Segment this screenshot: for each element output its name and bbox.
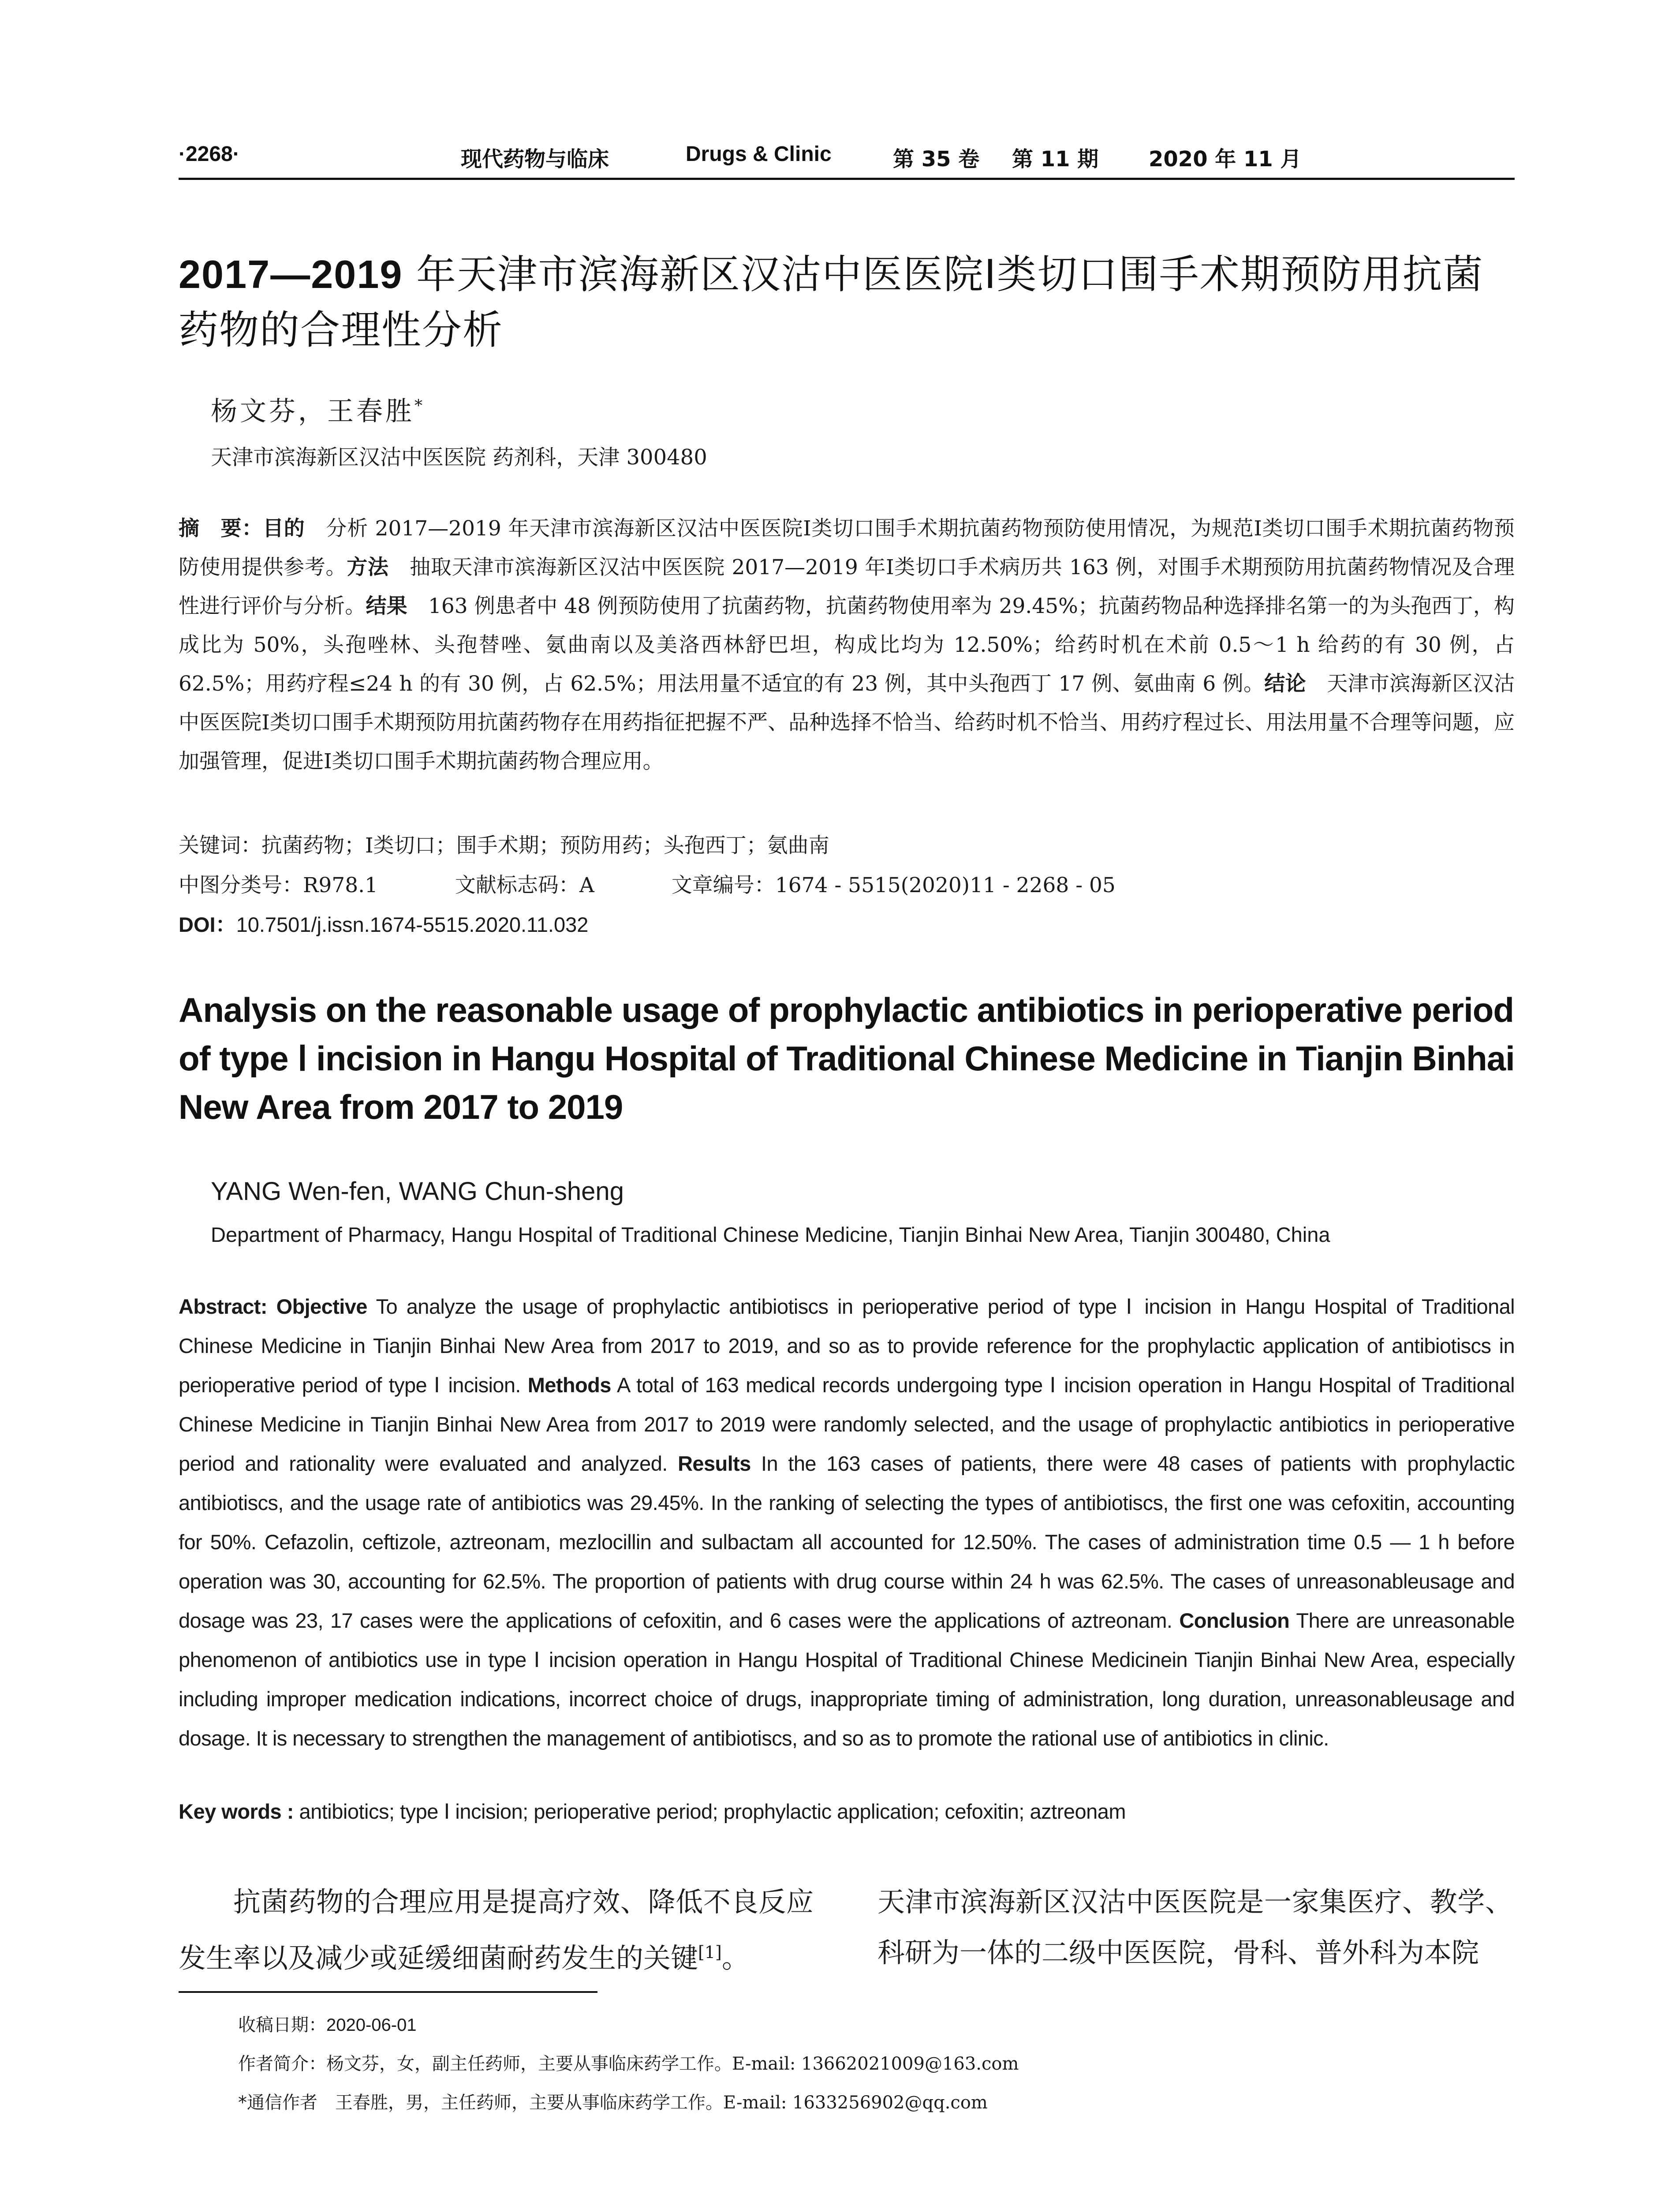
keywords-en-value: antibiotics; type Ⅰ incision; perioperative period; prophylactic application; cefoxitin; aztreonam	[293, 1800, 1126, 1823]
abstract-cn	[179, 509, 1515, 781]
methods-en-label: Methods	[527, 1373, 611, 1397]
keywords-cn-value: 抗菌药物；Ⅰ类切口；围手术期；预防用药；头孢西丁；氨曲南	[261, 833, 829, 858]
methods-en: A total of 163 medical records undergoing type Ⅰ incision operation in Hangu Hospital of Traditional Chinese Medicine in Tianjin Binhai New Area from 2017 to 2019 were randomly selected, and the usage of prophylactic antibiotics in perioperative period and rationality were evaluated and analyzed.	[179, 1373, 1515, 1475]
objective-en-label: Objective	[276, 1295, 367, 1318]
running-header	[179, 142, 1515, 173]
doi-line	[179, 908, 588, 938]
body-right-text: 天津市滨海新区汉沽中医医院是一家集医疗、教学、科研为一体的二级中医医院，骨科、普外科为本院	[877, 1886, 1512, 1969]
journal-name-cn: 现代药物与临床	[461, 147, 609, 172]
issue-date: 2020 年 11 月	[1149, 147, 1302, 172]
results-cn-label: 结果	[366, 594, 407, 618]
conclusion-cn-label: 结论	[1264, 672, 1306, 696]
affiliation-cn: 天津市滨海新区汉沽中医医院 药剂科，天津 300480	[211, 445, 707, 470]
abstract-en	[179, 1287, 1515, 1758]
journal-name-en: Drugs & Clinic	[686, 142, 832, 166]
doi-link[interactable]: 10.7501/j.issn.1674-5515.2020.11.032	[236, 913, 589, 936]
title-cn	[179, 247, 1523, 358]
objective-en: To analyze the usage of prophylactic antibiotiscs in perioperative period of type Ⅰ incision in Hangu Hospital of Traditional Chinese Medicine in Tianjin Binhai New Area from 2017 to 2019, and so as to provide reference for the prophylactic application of antibiotiscs in perioperative period of type Ⅰ incision.	[179, 1295, 1515, 1397]
doc-code-label: 文献标志码：	[455, 873, 579, 897]
results-en-label: Results	[678, 1452, 751, 1475]
objective-cn-label: 目的	[263, 516, 305, 541]
abstract-en-label: Abstract:	[179, 1295, 267, 1318]
issue: 第 11 期	[1012, 147, 1099, 172]
results-cn: 163 例患者中 48 例预防使用了抗菌药物，抗菌药物使用率为 29.45%；抗菌药物品种选择排名第一的为头孢西丁，构成比为 50%，头孢唑林、头孢替唑、氨曲南以及美洛西林舒巴坦，构成比均为 12.50%；给药时机在术前 0.5～1 h 给药的有 30 例，占 62.5%；用药疗程≤24 h 的有 30 例，占 62.5%；用法用量不适宜的有 23 例，其中头孢西丁 17 例、氨曲南 6 例。	[179, 594, 1515, 696]
doi-label: DOI：	[179, 913, 236, 936]
conclusion-en-label: Conclusion	[1179, 1609, 1290, 1632]
article-no-label: 文章编号：	[671, 873, 775, 897]
results-en: In the 163 cases of patients, there were 48 cases of patients with prophylactic antibiotiscs, and the usage rate of antibiotics was 29.45%. In the ranking of selecting the types of antibiotiscs, the first one was cefoxitin, accounting for 50%. Cefazolin, ceftizole, aztreonam, mezlocillin and sulbactam all accounted for 12.50%. The cases of administration time 0.5 — 1 h before operation was 30, accounting for 62.5%. The proportion of patients with drug course within 24 h was 62.5%. The cases of unreasonableusage and dosage was 23, 17 cases were the applications of cefoxitin, and 6 cases were the applications of aztreonam.	[179, 1452, 1515, 1632]
classification-line	[179, 869, 1116, 898]
affiliation-en: Department of Pharmacy, Hangu Hospital of Traditional Chinese Medicine, Tianjin Binhai New Area, Tianjin 300480, China	[211, 1223, 1330, 1246]
footnote-rule	[179, 1991, 597, 1993]
body-column-right	[877, 1876, 1512, 1978]
author-bio: 杨文芬，女，副主任药师，主要从事临床药学工作。E-mail: 13662021009@163.com	[326, 2054, 1019, 2074]
footnote-corresponding	[238, 2089, 988, 2114]
abstract-cn-label: 摘 要：	[179, 516, 263, 541]
objective-cn: 分析 2017—2019 年天津市滨海新区汉沽中医医院Ⅰ类切口围手术期抗菌药物预防使用情况，为规范Ⅰ类切口围手术期抗菌药物预防使用提供参考。	[179, 516, 1515, 579]
header-rule	[179, 178, 1515, 180]
footnote-author	[238, 2050, 1019, 2075]
authors-cn-names: 杨文芬，王春胜	[211, 396, 414, 427]
corresponding-bio: 王春胜，男，主任药师，主要从事临床药学工作。E-mail: 1633256902@qq.com	[317, 2093, 988, 2113]
body-column-left	[179, 1876, 814, 1984]
conclusion-cn: 天津市滨海新区汉沽中医医院Ⅰ类切口围手术期预防用抗菌药物存在用药指征把握不严、品种选择不恰当、给药时机不恰当、用药疗程过长、用法用量不合理等问题，应加强管理，促进Ⅰ类切口围手术期抗菌药物合理应用。	[179, 672, 1515, 774]
clc-value: R978.1	[303, 873, 378, 897]
title-cn-text: 年天津市滨海新区汉沽中医医院Ⅰ类切口围手术期预防用抗菌药物的合理性分析	[179, 251, 1484, 353]
title-cn-years: 2017—2019	[179, 253, 403, 297]
keywords-cn-label: 关键词：	[179, 833, 261, 858]
keywords-en-label: Key words :	[179, 1800, 294, 1823]
author-bio-label: 作者简介：	[238, 2054, 326, 2074]
keywords-cn	[179, 829, 829, 859]
corresponding-mark: *	[414, 397, 425, 415]
article-no-value: 1674 - 5515(2020)11 - 2268 - 05	[775, 873, 1116, 897]
conclusion-en: There are unreasonable phenomenon of antibiotics use in type Ⅰ incision operation in Hangu Hospital of Traditional Chinese Medicinein Tianjin Binhai New Area, especially including improper medication indications, incorrect choice of drugs, inappropriate timing of administration, long duration, unreasonableusage and dosage. It is necessary to strengthen the management of antibiotiscs, and so as to promote the rational use of antibiotics in clinic.	[179, 1609, 1515, 1750]
reference-citation[interactable]: [1]	[698, 1943, 722, 1962]
methods-cn-label: 方法	[347, 555, 389, 579]
body-left-end: 。	[721, 1942, 749, 1974]
title-en: Analysis on the reasonable usage of prophylactic antibiotics in perioperative period of type Ⅰ incision in Hangu Hospital of Traditional Chinese Medicine in Tianjin Binhai New Area from 2017 to 2019	[179, 990, 1515, 1126]
methods-cn: 抽取天津市滨海新区汉沽中医医院 2017—2019 年Ⅰ类切口手术病历共 163 例，对围手术期预防用抗菌药物情况及合理性进行评价与分析。	[179, 555, 1515, 618]
corresponding-label: *通信作者	[238, 2093, 317, 2113]
authors-en: YANG Wen-fen, WANG Chun-sheng	[211, 1177, 624, 1206]
keywords-en	[179, 1799, 1515, 1824]
doc-code-value: A	[579, 873, 594, 897]
clc-label: 中图分类号：	[179, 873, 303, 897]
volume: 第 35 卷	[893, 147, 980, 172]
footnote-received	[238, 2011, 417, 2036]
received-date: 2020-06-01	[326, 2015, 417, 2035]
body-left-text: 抗菌药物的合理应用是提高疗效、降低不良反应发生率以及减少或延缓细菌耐药发生的关键	[179, 1886, 814, 1974]
page-number: ·2268·	[179, 142, 240, 166]
authors-cn	[211, 390, 425, 428]
received-label: 收稿日期：	[238, 2015, 326, 2035]
